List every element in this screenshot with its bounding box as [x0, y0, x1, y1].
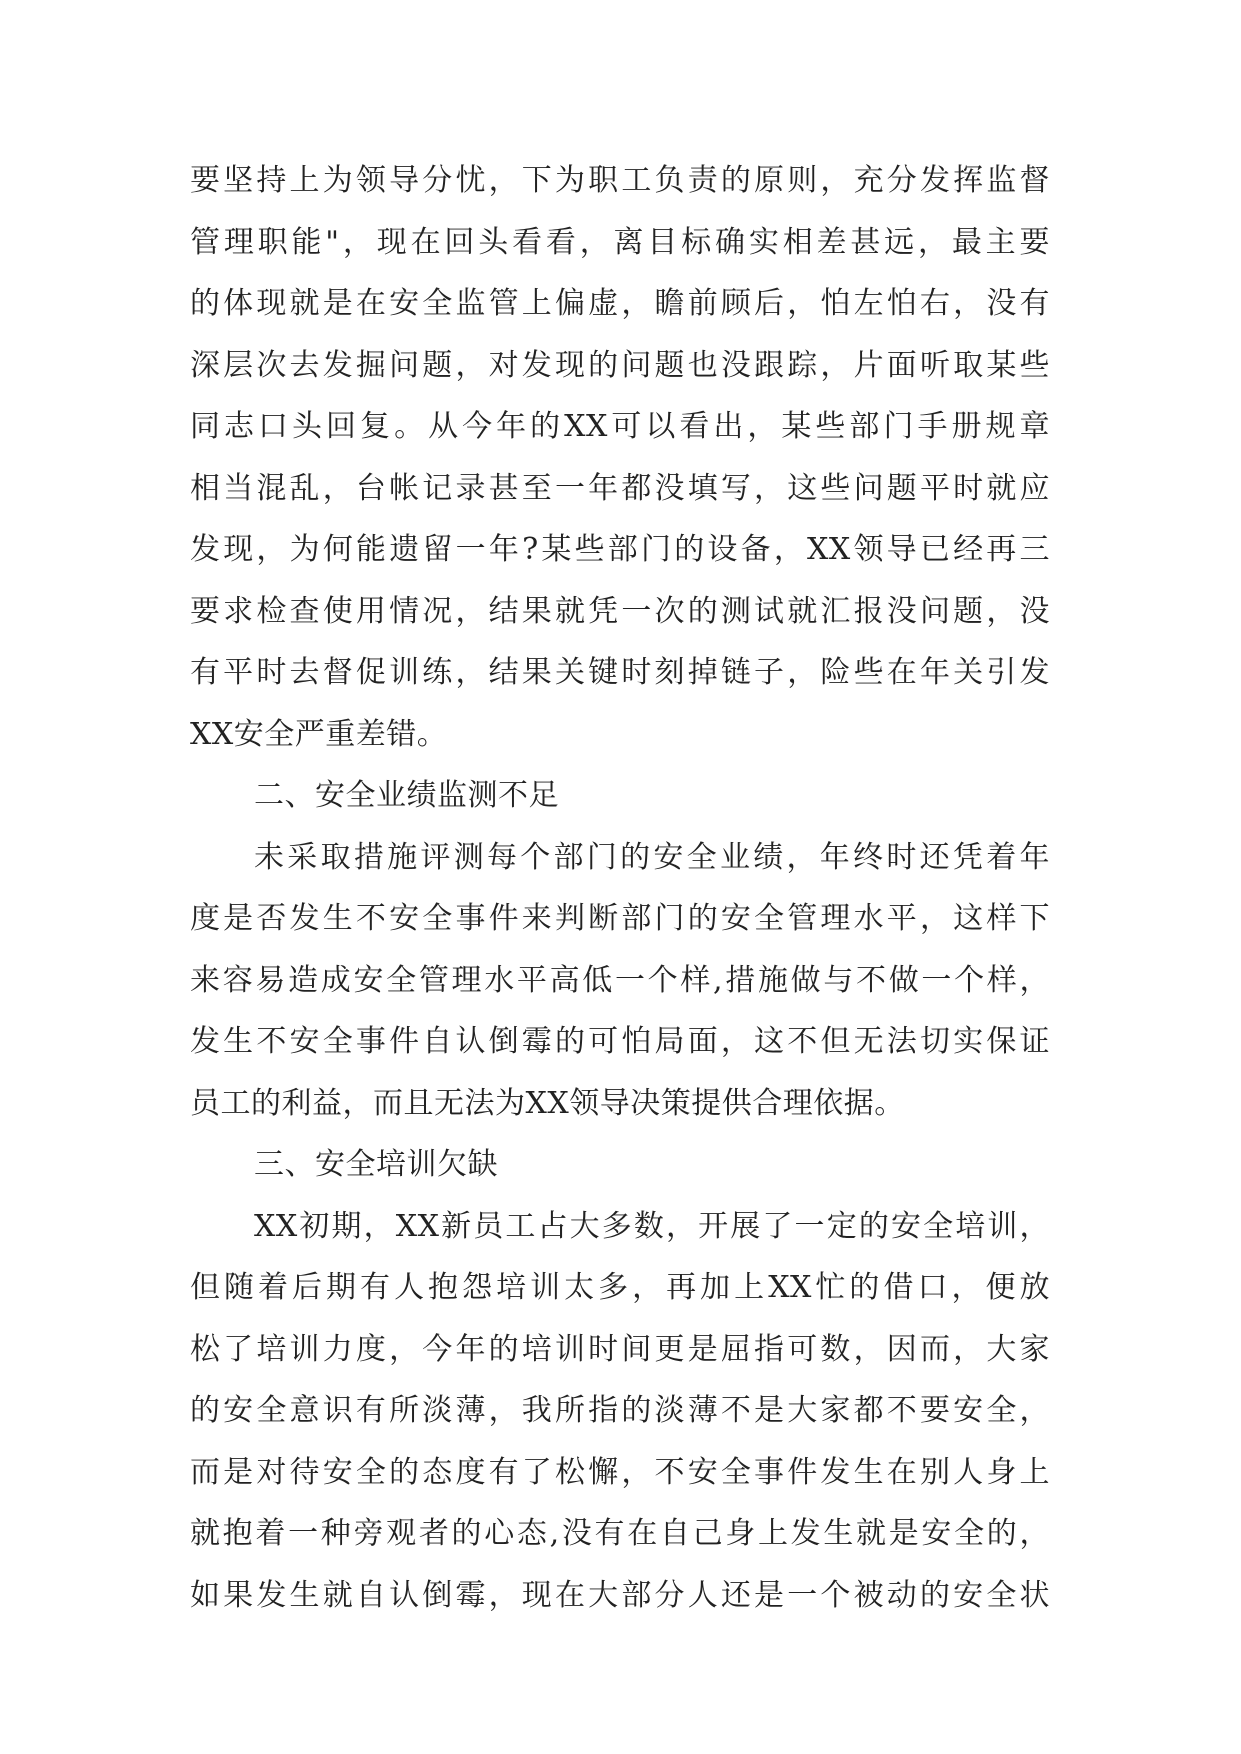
text-line: 管理职能"，现在回头看看，离目标确实相差甚远，最主要: [190, 224, 1050, 260]
text-line: 的体现就是在安全监管上偏虚，瞻前顾后，怕左怕右，没有: [190, 286, 1050, 321]
text-line: 要求检查使用情况，结果就凭一次的测试就汇报没问题，没: [190, 593, 1050, 629]
section-heading: 三、安全培训欠缺: [254, 1147, 498, 1182]
text-line: 要坚持上为领导分忧，下为职工负责的原则，充分发挥监督: [190, 163, 1050, 198]
text-line: 发现，为何能遗留一年?某些部门的设备，XX领导已经再三: [190, 532, 1050, 567]
text-line: 但随着后期有人抱怨培训太多，再加上XX忙的借口，便放: [190, 1270, 1050, 1305]
body-text: [190, 150, 1050, 1626]
text-line: XX初期，XX新员工占大多数，开展了一定的安全培训，: [254, 1208, 1050, 1244]
section-heading: 二、安全业绩监测不足: [254, 778, 559, 813]
text-line: 深层次去发掘问题，对发现的问题也没跟踪，片面听取某些: [190, 347, 1050, 383]
text-line: 发生不安全事件自认倒霉的可怕局面，这不但无法切实保证: [190, 1024, 1050, 1059]
text-line: 如果发生就自认倒霉，现在大部分人还是一个被动的安全状: [190, 1577, 1050, 1613]
text-line: 未采取措施评测每个部门的安全业绩，年终时还凭着年: [254, 839, 1050, 875]
text-line: 同志口头回复。从今年的XX可以看出，某些部门手册规章: [190, 409, 1050, 444]
text-line: 有平时去督促训练，结果关键时刻掉链子，险些在年关引发: [190, 655, 1050, 690]
text-line: 员工的利益，而且无法为XX领导决策提供合理依据。: [190, 1085, 905, 1121]
text-line: XX安全严重差错。: [190, 716, 448, 752]
text-line: 相当混乱，台帐记录甚至一年都没填写，这些问题平时就应: [190, 470, 1050, 506]
text-line: 的安全意识有所淡薄，我所指的淡薄不是大家都不要安全，: [190, 1393, 1050, 1428]
text-line: 度是否发生不安全事件来判断部门的安全管理水平，这样下: [190, 901, 1050, 936]
text-line: 而是对待安全的态度有了松懈，不安全事件发生在别人身上: [190, 1454, 1050, 1490]
text-line: 就抱着一种旁观者的心态,没有在自己身上发生就是安全的，: [190, 1516, 1050, 1551]
text-line: 来容易造成安全管理水平高低一个样,措施做与不做一个样，: [190, 962, 1050, 998]
text-line: 松了培训力度，今年的培训时间更是屈指可数，因而，大家: [190, 1331, 1050, 1367]
